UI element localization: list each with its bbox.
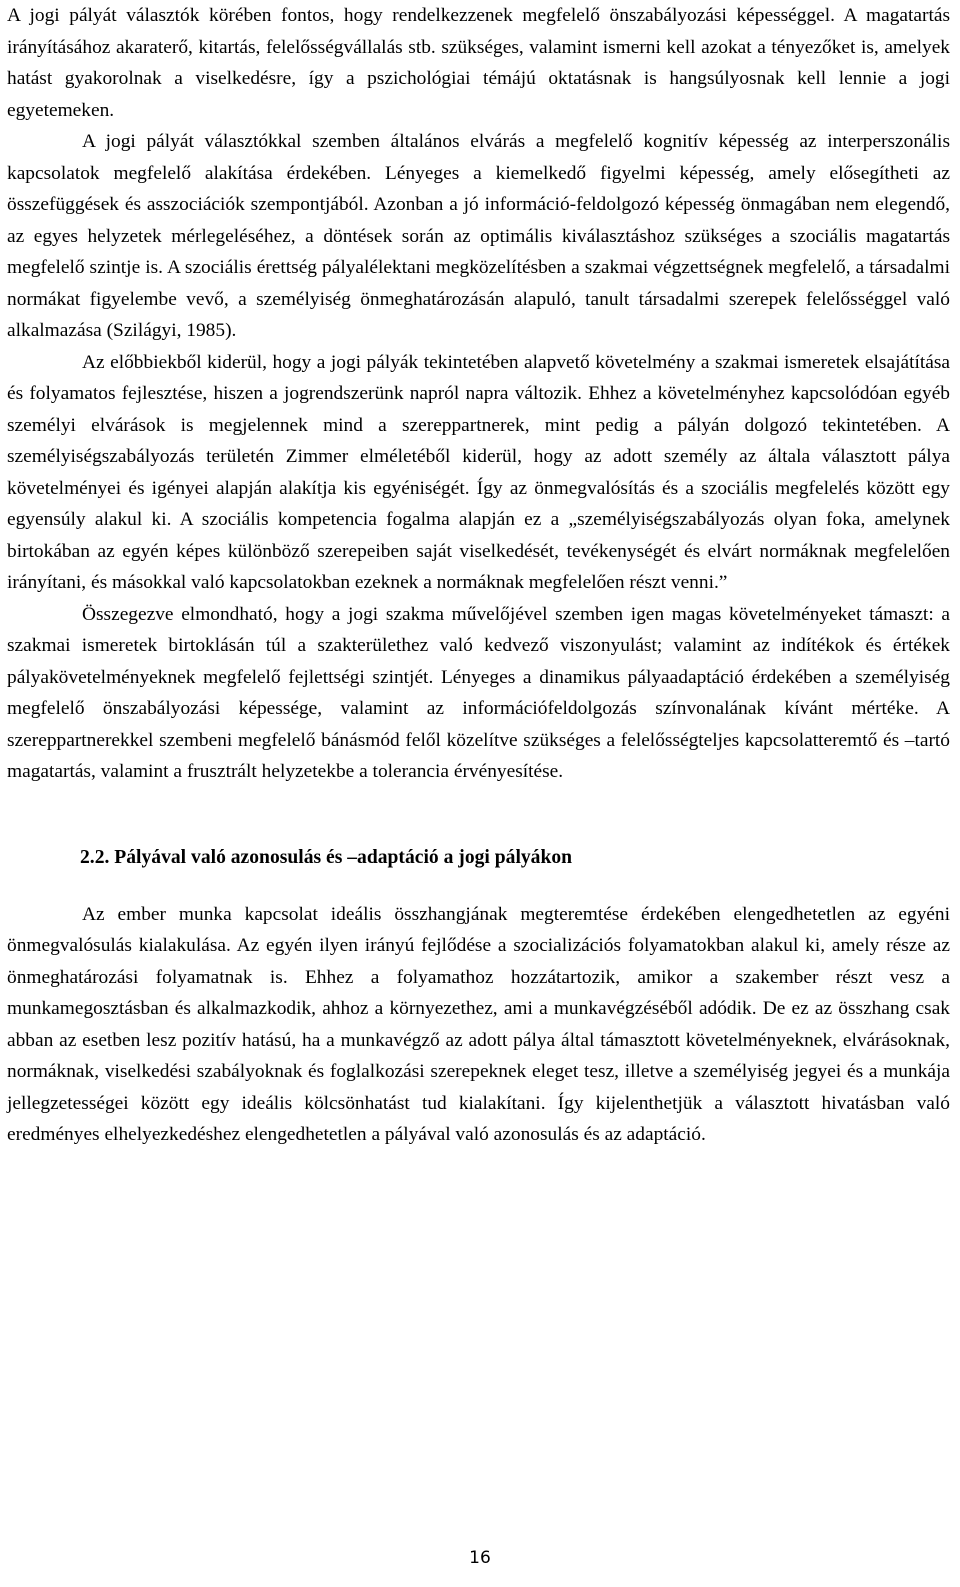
body-paragraph-1: A jogi pályát választók körében fontos, hogy rendelkezzenek megfelelő önszabályozási képességgel. A magatartás irányításához akaraterő, kitartás, felelősségvállalás stb. szükséges, valamint ismerni kell azokat a tényezőket is, amelyek hatást gyakorolnak a viselkedésre, így a pszichológiai témájú oktatásnak is hangsúlyosnak kell lennie a jogi egyetemeken. bbox=[7, 5, 950, 121]
spacer bbox=[7, 873, 950, 899]
body-paragraph-2: A jogi pályát választókkal szemben általános elvárás a megfelelő kognitív képesség az interperszonális kapcsolatok megfelelő alakítása érdekében. Lényeges a kiemelkedő figyelmi képesség, amely elősegítheti az összefüggések és asszociációk szempontjából. Azonban a jó információ-feldolgozó képesség önmagában nem elegendő, az egyes helyzetek mérlegeléséhez, a döntések során az optimális kiválasztáshoz szükséges a szociális magatartás megfelelő szintje is. A szociális érettség pályalélektani megközelítésben a szakmai végzettségnek megfelelő, a társadalmi normákat figyelembe vevő, a személyiség önmeghatározásán alapuló, tanult társadalmi szerepek felelősséggel való alkalmazása (Szilágyi, 1985). bbox=[7, 131, 950, 341]
section-heading: 2.2. Pályával való azonosulás és –adaptáció a jogi pályákon bbox=[80, 846, 573, 868]
spacer bbox=[7, 788, 950, 842]
body-paragraph-4: Összegezve elmondható, hogy a jogi szakma művelőjével szemben igen magas követelményeket támaszt: a szakmai ismeretek birtoklásán túl a szakterülethez való kedvező viszonyulást; valamint az indítékok és értékek pályakövetelményeknek megfelelő fejlettségi szintjét. Lényeges a dinamikus pályaadaptáció érdekében a személyiség megfelelő önszabályozási képessége, valamint az információfeldolgozás színvonalának kívánt mértéke. A szereppartnerekkel szembeni megfelelő bánásmód felől közelítve szükséges a felelősségteljes kapcsolatteremtő és –tartó magatartás, valamint a frusztrált helyzetekbe a tolerancia érvényesítése. bbox=[7, 603, 950, 782]
section-paragraph-1: Az ember munka kapcsolat ideális összhangjának megteremtése érdekében elengedhetetlen az egyéni önmegvalósulás kialakulása. Az egyén ilyen irányú fejlődése a szocializációs folyamatokban alakul ki, amely része az önmeghatározási folyamatnak is. Ehhez a folyamathoz hozzátartozik, amikor a szakember részt vesz a munkamegosztásban és alkalmazkodik, ahhoz a környezethez, ami a munkavégzéséből adódik. De ez az összhang csak abban az esetben lesz pozitív hatású, ha a munkavégző az adott pálya által támasztott követelményeknek, elvárásoknak, normáknak, viselkedési szabályoknak és foglalkozási szerepeknek eleget tesz, illetve a személyiség jegyei és a munkája jellegzetességei között egy ideális kölcsönhatást tud kialakítani. Így kijelenthetjük a választott hivatásban való eredményes elhelyezkedéshez elengedhetetlen a pályával való azonosulás és az adaptáció. bbox=[7, 903, 950, 1145]
page-number: 16 bbox=[469, 1548, 491, 1568]
body-paragraph-3: Az előbbiekből kiderül, hogy a jogi pályák tekintetében alapvető követelmény a szakmai ismeretek elsajátítása és folyamatos fejlesztése, hiszen a jogrendszerünk napról napra változik. Ehhez a követelményhez kapcsolódóan egyéb személyi elvárások is megjelennek mind a szereppartnerek, mint pedig a pályán dolgozó tekintetében. A személyiségszabályozás területén Zimmer elméletéből kiderül, hogy az adott személy az általa választott pálya követelményei és igényei alapján alakítja kis egyéniségét. Így az önmegvalósítás és a szociális megfelelés között egy egyensúly alakul ki. A szociális kompetencia fogalma alapján ez a „személyiségszabályozás olyan foka, amelynek birtokában az egyén képes különböző szerepeiben saját viselkedését, tevékenységét és elvárt normáknak megfelelően irányítani, és másokkal való kapcsolatokban ezeknek a normáknak megfelelően részt venni.” bbox=[7, 351, 950, 593]
